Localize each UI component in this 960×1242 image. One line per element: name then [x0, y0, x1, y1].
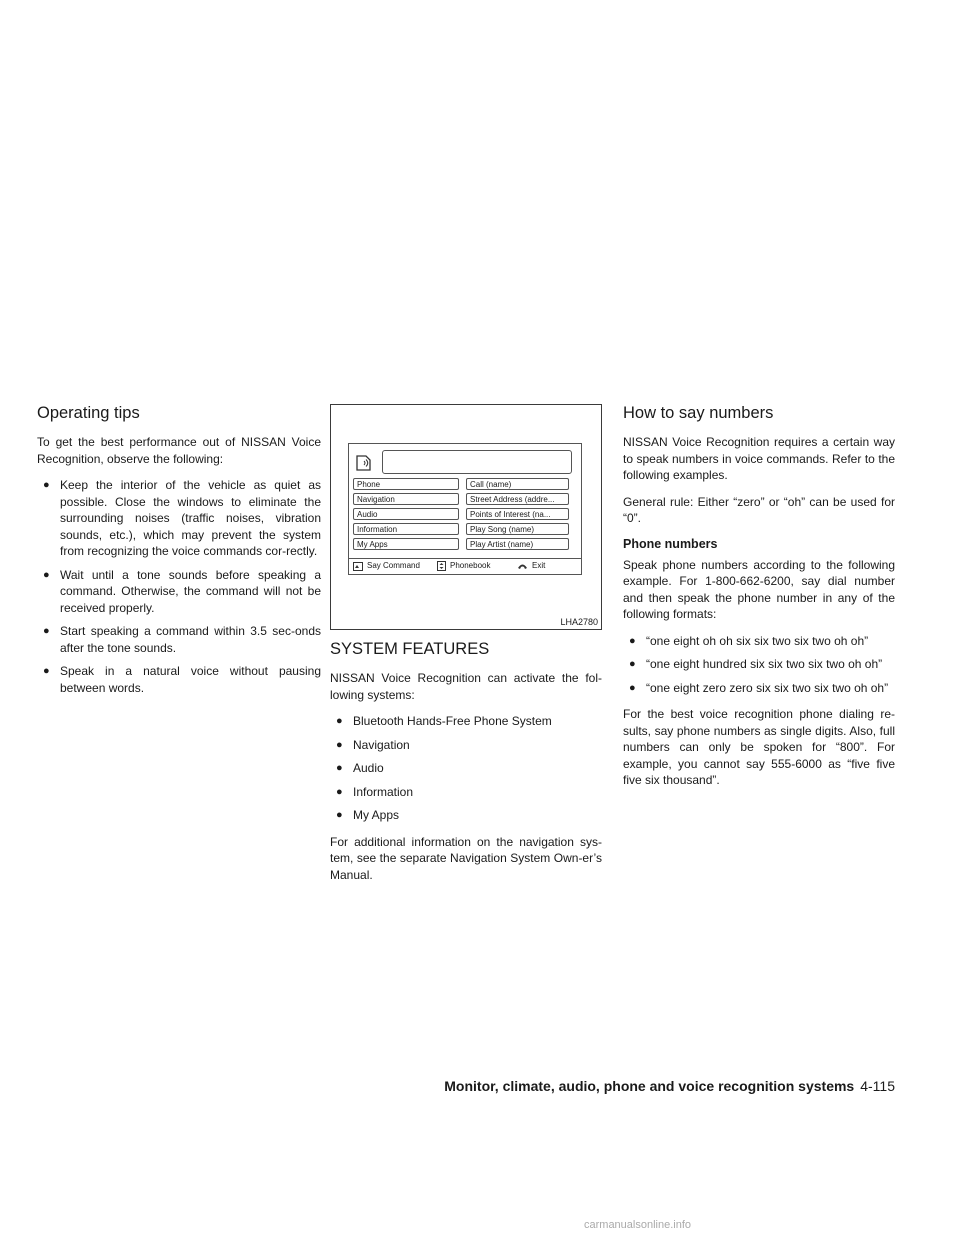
voice-icon — [353, 562, 363, 571]
list-item: ● “one eight hundred six six two six two oh oh” — [629, 657, 883, 671]
phone-numbers-subheading: Phone numbers — [623, 536, 718, 551]
list-item: ● Keep the interior of the vehicle as quiet as possible. Close the windows to eliminate the surrounding noises (traffic noises, vibration sounds, etc.), which may prevent the system from recognizing the voice commands cor-rectly. — [43, 478, 321, 558]
dialing-tips-text: For the best voice recognition phone dialing re-sults, say phone numbers as single digits. Also, full numbers can only be spoken for “800”. For example, you cannot say 555-6000 as “five five five six thousand”. — [623, 707, 895, 787]
list-item: ● Speak in a natural voice without pausing between words. — [43, 664, 321, 695]
menu-item-call-name[interactable]: Call (name) — [466, 478, 569, 490]
bullet-icon: ● — [336, 809, 343, 821]
command-display-box — [382, 450, 572, 474]
list-item: ● Start speaking a command within 3.5 sec-onds after the tone sounds. — [43, 624, 321, 655]
menu-item-play-artist[interactable]: Play Artist (name) — [466, 538, 569, 550]
system-features-intro: NISSAN Voice Recognition can activate the fol-lowing systems: — [330, 671, 602, 702]
bullet-icon: ● — [43, 568, 50, 581]
system-features-outro: For additional information on the navigation sys-tem, see the separate Navigation System Own-er’s Manual. — [330, 834, 602, 882]
bullet-icon: ● — [336, 715, 343, 727]
operating-tips-heading: Operating tips — [37, 404, 140, 422]
menu-item-play-song[interactable]: Play Song (name) — [466, 523, 569, 535]
menu-item-navigation[interactable]: Navigation — [353, 493, 459, 505]
system-features-list — [330, 713, 602, 824]
list-item: ● Navigation — [336, 737, 410, 752]
general-rule-text: General rule: Either “zero” or “oh” can be used for “0”. — [623, 494, 895, 525]
list-item: ● “one eight oh oh six six two six two oh oh” — [629, 633, 869, 648]
system-features-heading: SYSTEM FEATURES — [330, 640, 490, 658]
menu-item-information[interactable]: Information — [353, 523, 459, 535]
bullet-icon: ● — [336, 738, 343, 751]
say-numbers-intro: NISSAN Voice Recognition requires a certain way to speak numbers in voice commands. Refer to the following examples. — [623, 435, 895, 482]
list-item: ● Audio — [336, 761, 384, 775]
phone-numbers-text: Speak phone numbers according to the following example. For 1-800-662-6200, say dial number and then speak the phone number in any of the following formats: — [623, 557, 895, 621]
number-formats-list — [623, 633, 895, 697]
phonebook-button[interactable]: Phonebook — [437, 559, 490, 573]
list-item: ● My Apps — [336, 808, 400, 822]
list-item: ● “one eight zero zero six six two six two oh oh” — [629, 680, 889, 695]
watermark: carmanualsonline.info — [584, 1219, 692, 1231]
exit-button[interactable]: Exit — [517, 559, 545, 573]
operating-tips-intro: To get the best performance out of NISSAN Voice Recognition, observe the following: — [37, 435, 321, 466]
section-title: Monitor, climate, audio, phone and voice recognition systems — [444, 1078, 855, 1094]
bullet-icon: ● — [43, 665, 50, 677]
voice-recognition-screen-figure — [330, 404, 602, 630]
bullet-icon: ● — [629, 658, 636, 670]
bullet-icon: ● — [43, 625, 50, 637]
screen-bottom-bar — [349, 558, 581, 574]
menu-item-points-of-interest[interactable]: Points of Interest (na... — [466, 508, 569, 520]
scroll-icon — [437, 561, 446, 571]
menu-item-phone[interactable]: Phone — [353, 478, 459, 490]
list-item: ● Bluetooth Hands-Free Phone System — [336, 714, 552, 728]
bullet-icon: ● — [336, 762, 343, 774]
bullet-icon: ● — [629, 634, 636, 647]
list-item: ● Information — [336, 784, 414, 799]
menu-item-audio[interactable]: Audio — [353, 508, 459, 520]
voice-command-screen — [348, 443, 582, 575]
page-number: 4-115 — [860, 1078, 895, 1094]
list-item: ● Wait until a tone sounds before speaking a command. Otherwise, the command will not be received properly. — [43, 567, 321, 615]
say-numbers-heading: How to say numbers — [623, 404, 774, 422]
voice-recognition-icon — [356, 454, 372, 472]
bullet-icon: ● — [43, 479, 50, 491]
say-numbers-column — [623, 404, 895, 799]
figure-label: LHA2780 — [560, 617, 598, 627]
operating-tips-list — [37, 477, 321, 696]
bullet-icon: ● — [629, 681, 636, 694]
operating-tips-column — [37, 404, 321, 706]
menu-item-street-address[interactable]: Street Address (addre... — [466, 493, 569, 505]
system-features-column — [330, 404, 602, 893]
menu-item-my-apps[interactable]: My Apps — [353, 538, 459, 550]
page-footer — [395, 1078, 895, 1096]
bullet-icon: ● — [336, 785, 343, 798]
say-command-button[interactable]: Say Command — [353, 559, 420, 573]
hang-up-icon — [517, 562, 528, 570]
